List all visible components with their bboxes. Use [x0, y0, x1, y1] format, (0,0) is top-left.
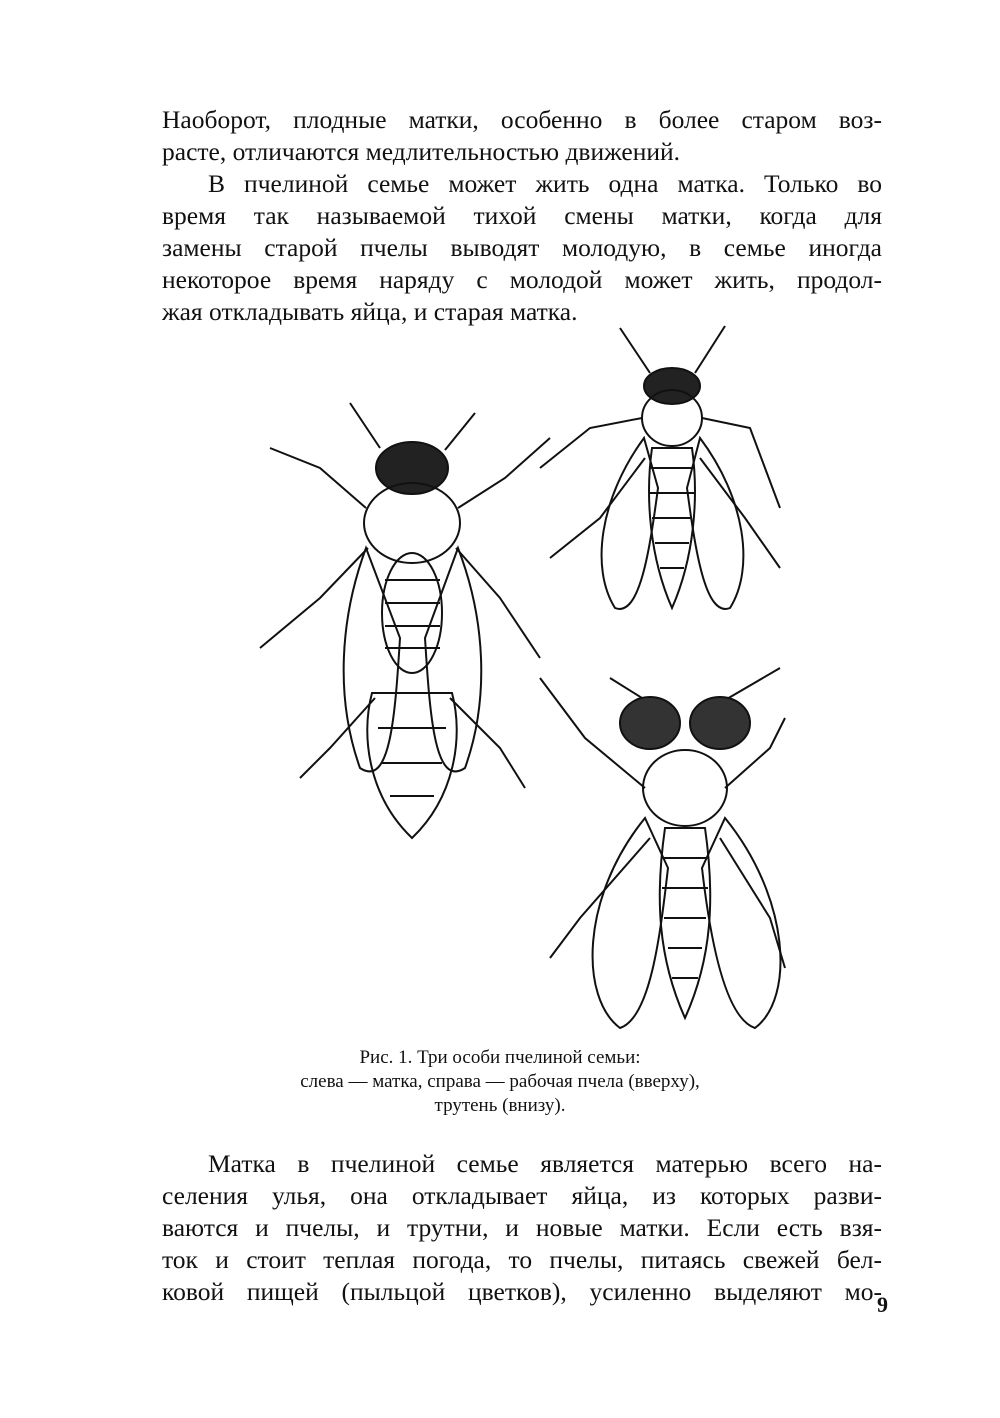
paragraph-2 — [162, 168, 882, 328]
text-line: жая откладывать яйца, и старая матка. — [162, 297, 578, 326]
figure-caption — [160, 1046, 840, 1118]
text-line: некоторое время наряду с молодой может жить, продол- — [162, 265, 882, 294]
caption-line: трутень (внизу). — [434, 1095, 566, 1116]
drone-bee-drawing — [540, 668, 785, 1028]
top-text — [162, 104, 882, 328]
text-line: В пчелиной семье может жить одна матка. Только во — [208, 169, 882, 198]
text-line: ток и стоит теплая погода, то пчелы, питаясь свежей бел- — [162, 1245, 882, 1274]
page-number: 9 — [877, 1292, 888, 1317]
bee-illustration — [240, 318, 800, 1038]
text-line: селения улья, она откладывает яйца, из которых разви- — [162, 1181, 882, 1210]
bee-drawings-svg — [240, 318, 800, 1038]
text-line: время так называемой тихой смены матки, когда для — [162, 201, 882, 230]
bottom-text — [162, 1148, 882, 1308]
queen-bee-drawing — [260, 403, 550, 838]
text-line: Матка в пчелиной семье является матерью всего на- — [208, 1149, 882, 1178]
text-line: расте, отличаются медлительностью движений. — [162, 137, 681, 166]
paragraph-1 — [162, 104, 882, 168]
caption-line: Рис. 1. Три особи пчелиной семьи: — [359, 1047, 641, 1068]
worker-bee-drawing — [540, 326, 780, 609]
text-line: ваются и пчелы, и трутни, и новые матки. Если есть взя- — [162, 1213, 882, 1242]
caption-line: слева — матка, справа — рабочая пчела (вверху), — [300, 1071, 700, 1092]
text-line: ковой пищей (пыльцой цветков), усиленно выделяют мо- — [162, 1277, 882, 1306]
paragraph-3 — [162, 1148, 882, 1308]
text-line: замены старой пчелы выводят молодую, в семье иногда — [162, 233, 882, 262]
text-line: Наоборот, плодные матки, особенно в более старом воз- — [162, 105, 882, 134]
